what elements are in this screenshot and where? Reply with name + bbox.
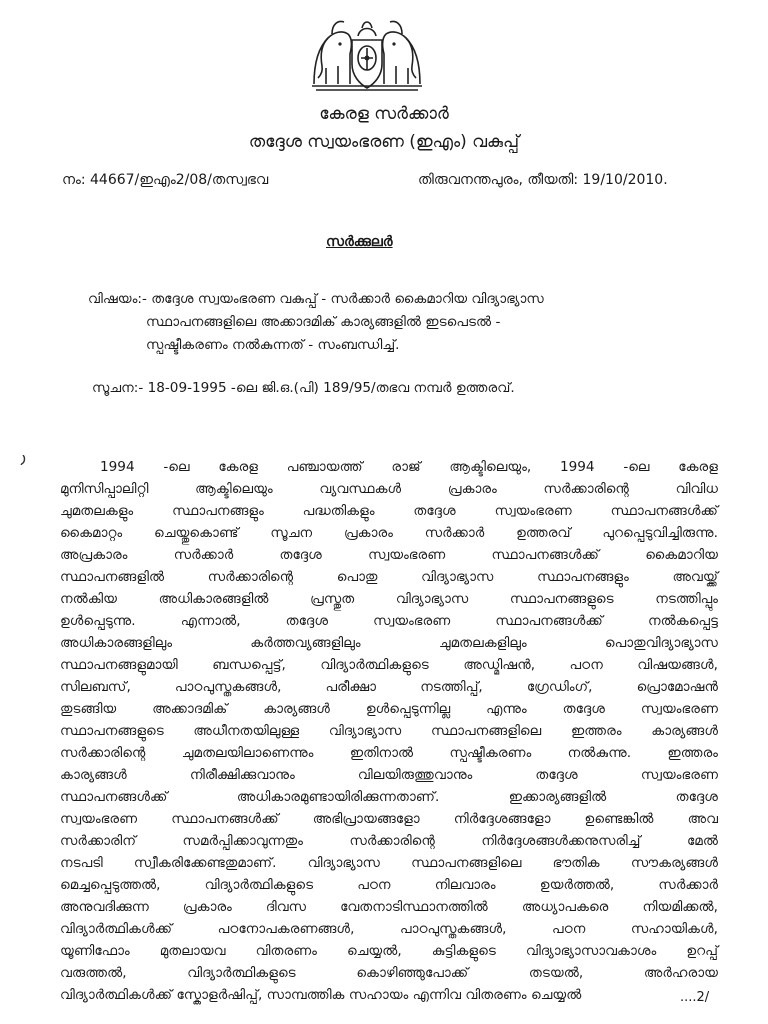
body-line: മെച്ചപ്പെടുത്തൽ, വിദ്യാർത്ഥികളുടെ പഠന നിലവാരം ഉയർത്തൽ, സർക്കാർ xyxy=(60,877,718,893)
circular-body xyxy=(60,456,718,1006)
department-name: തദ്ദേശ സ്വയംഭരണ (ഇഎം) വകുപ്പ് xyxy=(248,132,520,152)
body-line: സ്വയംഭരണ സ്ഥാപനങ്ങൾക്ക് അഭിപ്രായങ്ങളോ നിർദ്ദേശങ്ങളോ ഉണ്ടെങ്കിൽ അവ xyxy=(60,811,718,827)
ink-mark-icon xyxy=(20,455,26,465)
body-line: സ്ഥാപനങ്ങളിൽ സർക്കാരിന്റെ പൊതു വിദ്യാഭ്യാസ സ്ഥാപനങ്ങളും അവയ്ക്ക് xyxy=(60,569,718,585)
body-line: വിദ്യാർത്ഥികൾക്ക് പഠനോപകരണങ്ങൾ, പാഠപുസ്തകങ്ങൾ, പഠന സഹായികൾ, xyxy=(60,921,718,937)
body-line: 1994 -ലെ കേരള പഞ്ചായത്ത് രാജ് ആക്ടിലെയും, 1994 -ലെ കേരള xyxy=(100,459,718,475)
body-line: ഉൾപ്പെടുന്നു. എന്നാൽ, തദ്ദേശ സ്വയംഭരണ സ്ഥാപനങ്ങൾക്ക് നൽകപ്പെട്ട xyxy=(60,613,718,629)
body-line: നടപടി സ്വീകരിക്കേണ്ടതുമാണ്. വിദ്യാഭ്യാസ സ്ഥാപനങ്ങളിലെ ഭൗതിക സൗകര്യങ്ങൾ xyxy=(60,855,718,871)
page-continuation: ....2/ xyxy=(680,990,710,1005)
body-line: സ്ഥാപനങ്ങൾക്ക് അധികാരമുണ്ടായിരിക്കുന്നതാണ്. ഇക്കാര്യങ്ങളിൽ തദ്ദേശ xyxy=(60,789,718,805)
body-line: സ്ഥാപനങ്ങളുടെ അധീനതയിലുള്ള വിദ്യാഭ്യാസ സ്ഥാപനങ്ങളിലെ ഇത്തരം കാര്യങ്ങൾ xyxy=(60,723,718,739)
body-line: സിലബസ്, പാഠപുസ്തകങ്ങൾ, പരീക്ഷാ നടത്തിപ്പ്, ഗ്രേഡിംഗ്, പ്രൊമോഷൻ xyxy=(60,679,718,695)
body-line: കൈമാറ്റം ചെയ്തുകൊണ്ട് സൂചന പ്രകാരം സർക്കാർ ഉത്തരവ് പുറപ്പെടുവിച്ചിരുന്നു. xyxy=(60,525,718,541)
body-line: അപ്രകാരം സർക്കാർ തദ്ദേശ സ്വയംഭരണ സ്ഥാപനങ്ങൾക്ക് കൈമാറിയ xyxy=(60,547,718,563)
subject-line: വിഷയം:- തദ്ദേശ സ്വയംഭരണ വകുപ്പ് - സർക്കാർ കൈമാറിയ വിദ്യാഭ്യാസ xyxy=(88,291,544,307)
body-line: അനുവദിക്കുന്ന പ്രകാരം ദിവസ വേതനാടിസ്ഥാനത്തിൽ അധ്യാപകരെ നിയമിക്കൽ, xyxy=(60,899,718,915)
circular-title: സർക്കുലർ xyxy=(326,234,393,250)
body-line: വിദ്യാർത്ഥികൾക്ക് സ്കോളർഷിപ്പ്, സാമ്പത്തിക സഹായം എന്നിവ വിതരണം ചെയ്യൽ xyxy=(60,987,582,1003)
subject-line: സ്പഷ്ടീകരണം നൽകുന്നത് - സംബന്ധിച്ച്. xyxy=(146,337,400,353)
body-line: സ്ഥാപനങ്ങളുമായി ബന്ധപ്പെട്ട്, വിദ്യാർത്ഥികളുടെ അഡ്മിഷൻ, പഠന വിഷയങ്ങൾ, xyxy=(60,657,718,673)
body-line: യൂണിഫോം മുതലായവ വിതരണം ചെയ്യൽ, കുട്ടികളുടെ വിദ്യാഭ്യാസാവകാശം ഉറപ്പ് xyxy=(60,943,718,959)
body-line: കാര്യങ്ങൾ നിരീക്ഷിക്കുവാനും വിലയിരുത്തുവാനും തദ്ദേശ സ്വയംഭരണ xyxy=(60,767,718,783)
subject-line: സ്ഥാപനങ്ങളിലെ അക്കാദമിക് കാര്യങ്ങളിൽ ഇടപെടൽ - xyxy=(146,314,501,330)
place-and-date: തിരുവനന്തപുരം, തീയതി: 19/10/2010. xyxy=(418,172,668,188)
kerala-state-emblem-icon xyxy=(306,14,428,96)
reference-line: സൂചന:- 18-09-1995 -ലെ ജി.ഒ.(പി) 189/95/തഭവ നമ്പർ ഉത്തരവ്. xyxy=(92,380,515,396)
government-name: കേരള സർക്കാർ xyxy=(319,104,449,124)
body-line: അധികാരങ്ങളിലും കർത്തവ്യങ്ങളിലും ചുമതലകളിലും പൊതുവിദ്യാഭ്യാസ xyxy=(60,635,718,651)
body-line: മുനിസിപ്പാലിറ്റി ആക്ടിലെയും വ്യവസ്ഥകൾ പ്രകാരം സർക്കാരിന്റെ വിവിധ xyxy=(60,481,718,497)
body-line: വരുത്തൽ, വിദ്യാർത്ഥികളുടെ കൊഴിഞ്ഞുപോക്ക് തടയൽ, അർഹരായ xyxy=(60,965,718,981)
reference-number: നം: 44667/ഇഎം2/08/തസ്വഭവ xyxy=(62,172,269,188)
body-line: ചുമതലകളും സ്ഥാപനങ്ങളും പദ്ധതികളും തദ്ദേശ സ്വയംഭരണ സ്ഥാപനങ്ങൾക്ക് xyxy=(60,503,718,519)
body-line: തുടങ്ങിയ അക്കാദമിക് കാര്യങ്ങൾ ഉൾപ്പെടുന്നില്ല എന്നും തദ്ദേശ സ്വയംഭരണ xyxy=(60,701,718,717)
body-line: നൽകിയ അധികാരങ്ങളിൽ പ്രസ്തുത വിദ്യാഭ്യാസ സ്ഥാപനങ്ങളുടെ നടത്തിപ്പും xyxy=(60,591,718,607)
subject-block xyxy=(88,288,544,357)
body-line: സർക്കാരിന് സമർപ്പിക്കാവുന്നതും സർക്കാരിന്റെ നിർദ്ദേശങ്ങൾക്കനുസരിച്ച് മേൽ xyxy=(60,833,718,849)
body-line: സർക്കാരിന്റെ ചുമതലയിലാണെന്നും ഇതിനാൽ സ്പഷ്ടീകരണം നൽകുന്നു. ഇത്തരം xyxy=(60,745,718,761)
